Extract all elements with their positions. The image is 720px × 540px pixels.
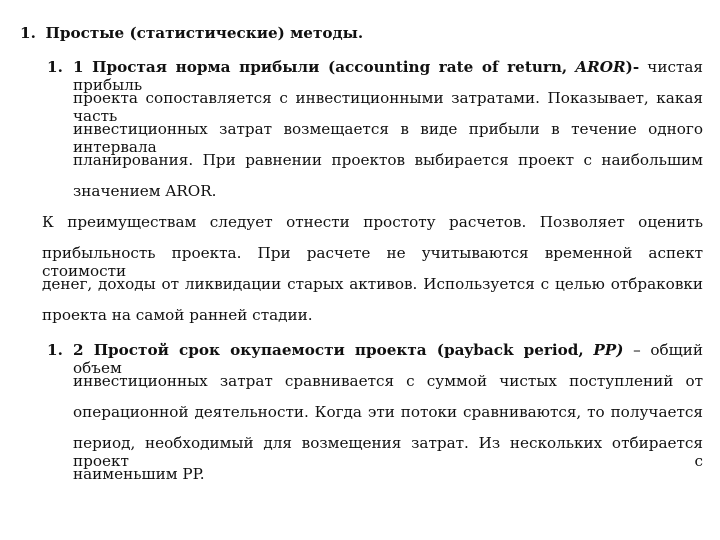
- item2-line-1: 2 Простой срок окупаемости проекта (payback period, PP) – общий объем: [73, 341, 704, 377]
- advantages-line-1: К преимуществам следует отнести простоту расчетов. Позволяет оценить: [42, 213, 703, 231]
- item2-number: 1.: [47, 341, 63, 359]
- item1-abbr: AROR: [575, 58, 626, 76]
- item2-label: 2 Простой срок окупаемости проекта (payback period,: [73, 341, 584, 359]
- item2-line-5: наименьшим PP.: [73, 465, 205, 483]
- item2-line-4: период, необходимый для возмещения затрат. Из нескольких отбирается проект с: [73, 434, 703, 470]
- item2-line-3: операционной деятельности. Когда эти потоки сравниваются, то получается: [73, 403, 703, 421]
- item1-line-1: 1 Простая норма прибыли (accounting rate of return, AROR)- чистая прибыль: [73, 58, 703, 94]
- item1-label: 1 Простая норма прибыли (accounting rate of return,: [73, 58, 568, 76]
- advantages-line-2: прибыльность проекта. При расчете не учитываются временной аспект стоимости: [42, 244, 703, 280]
- item1-number: 1.: [47, 58, 63, 76]
- item1-line-5: значением AROR.: [73, 182, 217, 200]
- item1-line-2: проекта сопоставляется с инвестиционными затратами. Показывает, какая часть: [73, 89, 703, 125]
- item2-abbr: PP): [593, 341, 624, 359]
- item1-line-4: планирования. При равнении проектов выбирается проект с наибольшим: [73, 151, 703, 169]
- item2-line-2: инвестиционных затрат сравнивается с суммой чистых поступлений от: [73, 372, 703, 390]
- section-heading: [20, 24, 363, 42]
- advantages-line-4: проекта на самой ранней стадии.: [42, 306, 313, 324]
- item1-line-3: инвестиционных затрат возмещается в виде прибыли в течение одного интервала: [73, 120, 703, 156]
- advantages-line-3: денег, доходы от ликвидации старых активов. Используется с целью отбраковки: [42, 275, 703, 293]
- heading-text: Простые (статистические) методы.: [45, 24, 364, 42]
- heading-number: 1.: [20, 24, 36, 42]
